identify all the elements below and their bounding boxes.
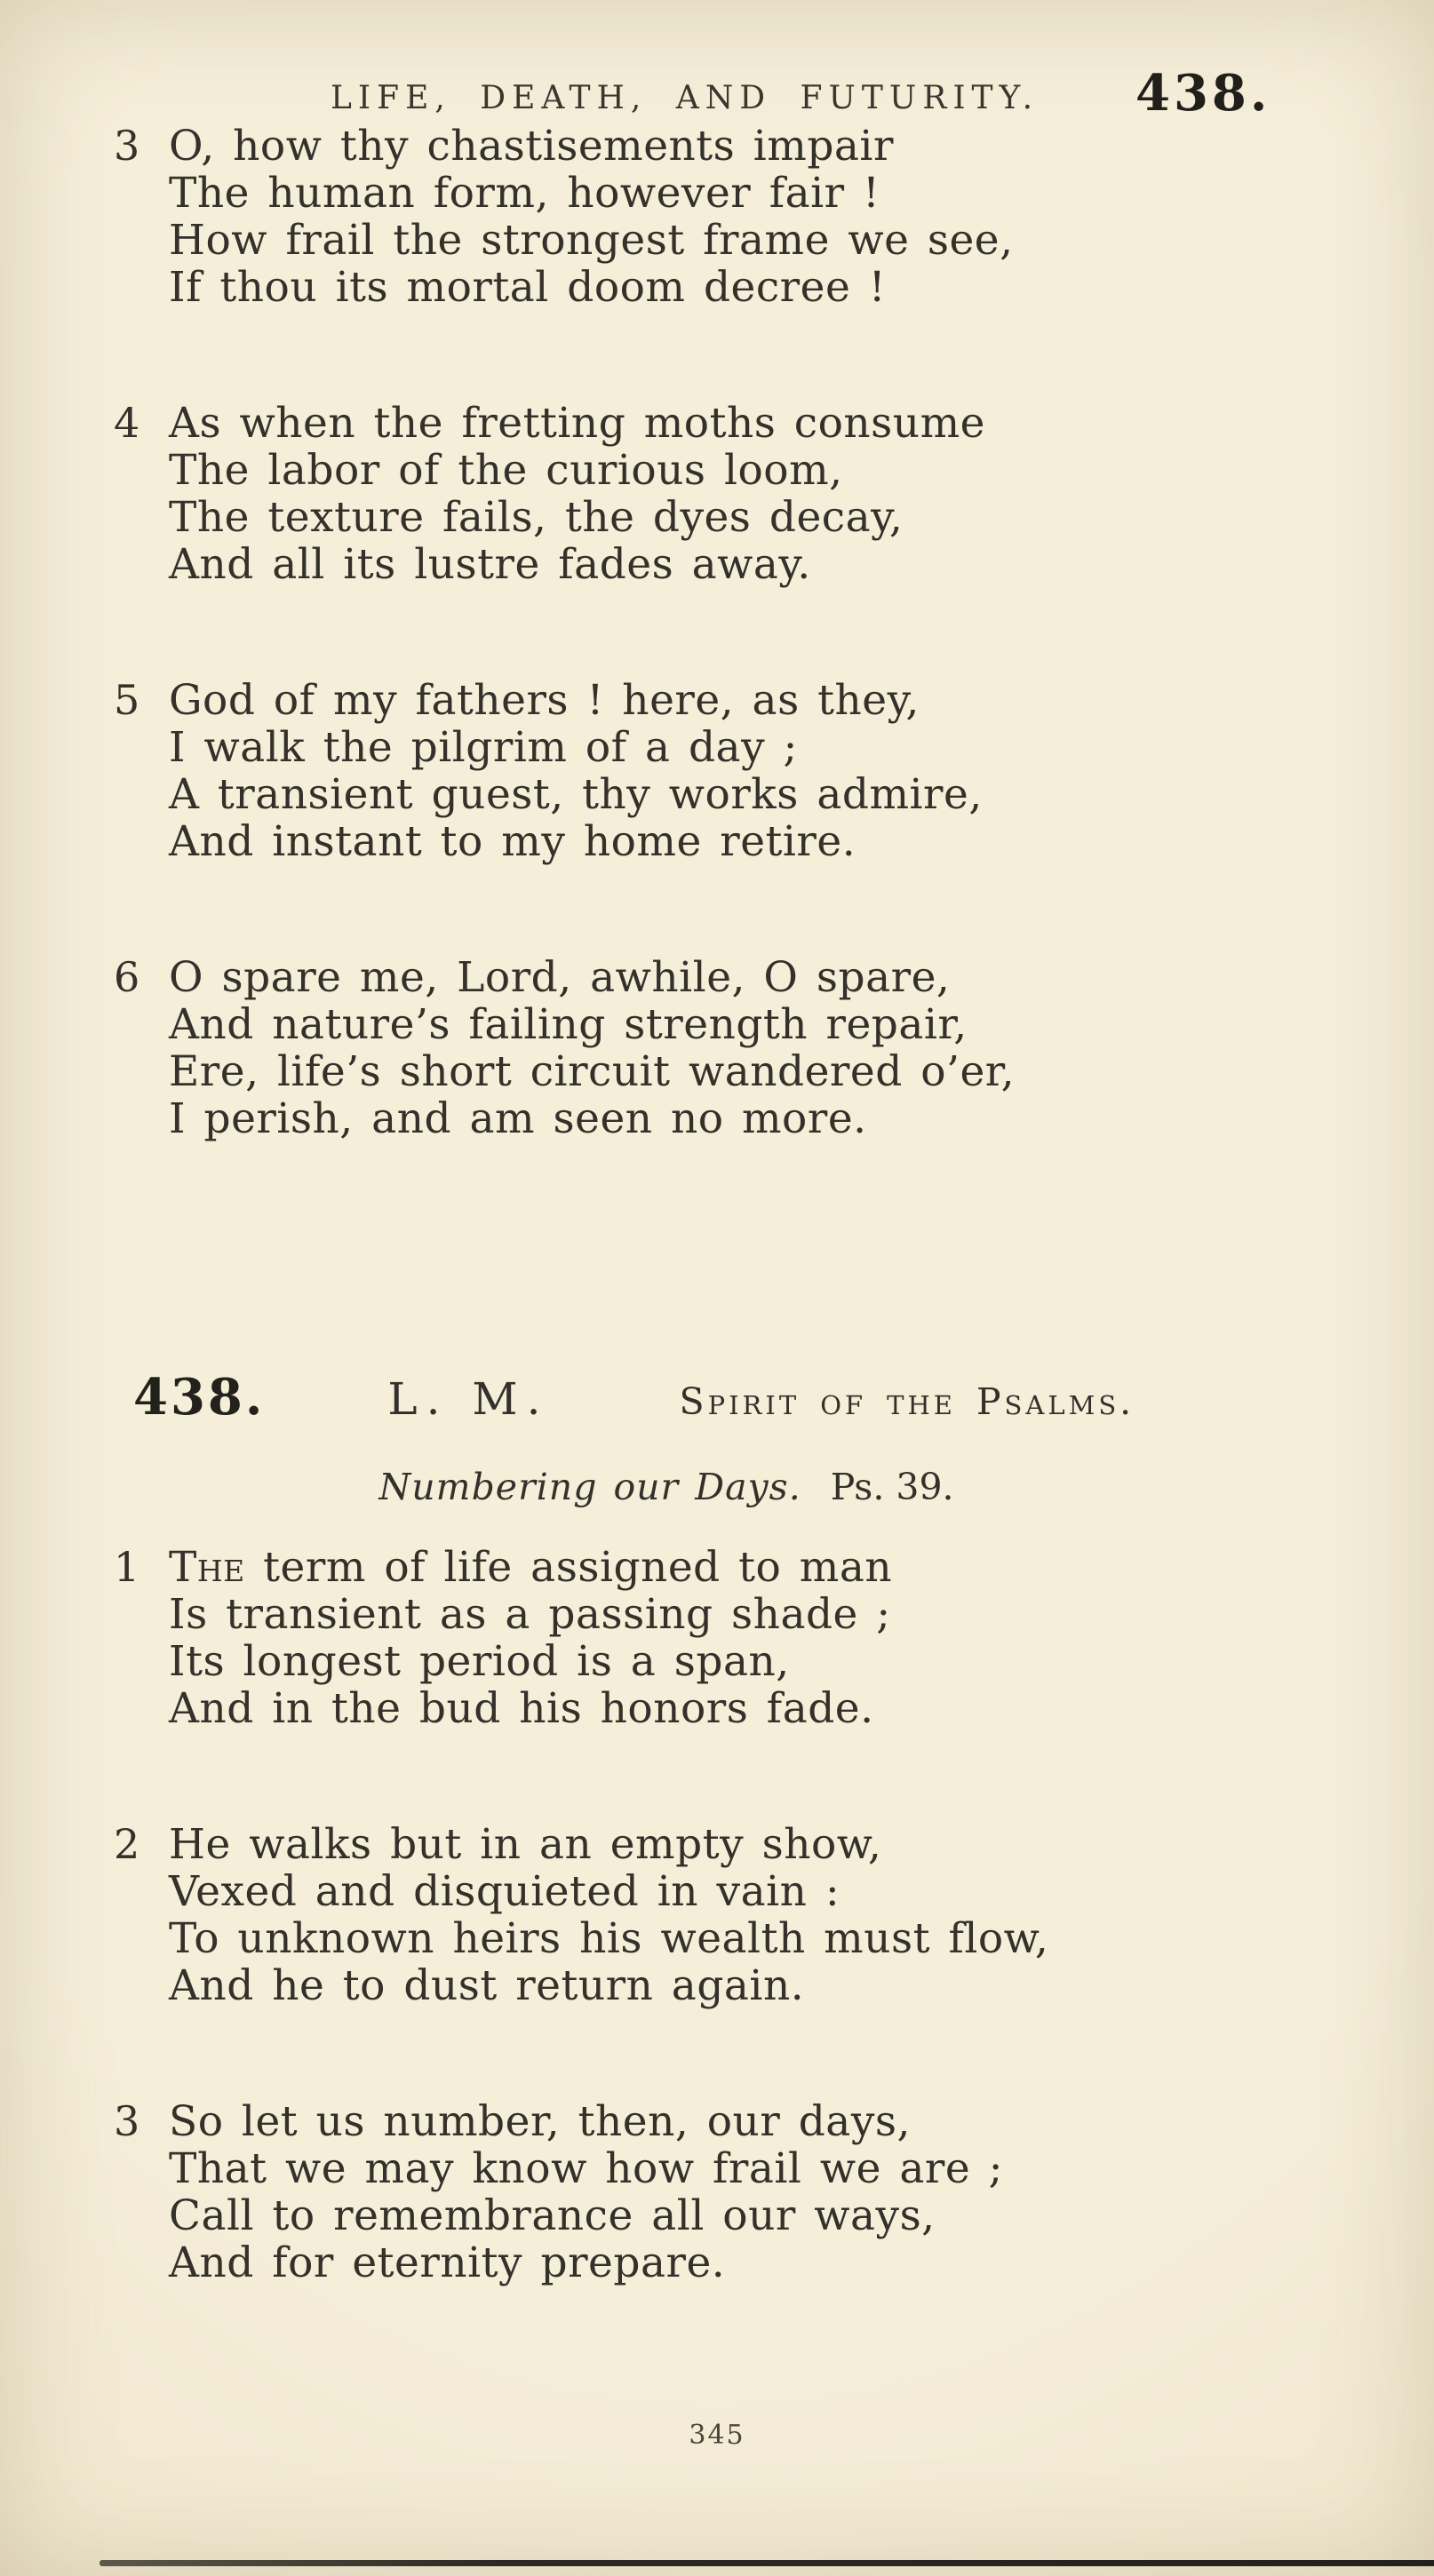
hymn-subtitle — [0, 1466, 1333, 1508]
verse-line: How frail the strongest frame we see, — [169, 216, 1014, 265]
running-header-title: LIFE, DEATH, AND FUTURITY. — [331, 80, 1040, 116]
verse-line: The texture fails, the dyes decay, — [169, 493, 904, 542]
verse-line: He walks but in an empty show, — [169, 1820, 882, 1869]
verse — [114, 954, 1015, 1142]
verse — [114, 1544, 1048, 1732]
running-header-hymn-number: 438. — [1135, 64, 1271, 123]
subtitle-italic: Numbering our Days. — [378, 1466, 801, 1508]
verse-lines — [169, 677, 983, 865]
hymn-body — [114, 1544, 1048, 2375]
verse-line: A transient guest, thy works admire, — [169, 770, 983, 819]
verse — [114, 2098, 1048, 2286]
verse-number: 5 — [114, 676, 140, 724]
verse-line: I walk the pilgrim of a day ; — [169, 723, 798, 772]
scan-artifact-line — [100, 2560, 1434, 2566]
verse-line: That we may know how frail we are ; — [169, 2144, 1003, 2193]
verse-line: Call to remembrance all our ways, — [169, 2191, 936, 2240]
verse-line: And all its lustre fades away. — [169, 540, 811, 589]
verse-line: To unknown heirs his wealth must flow, — [169, 1914, 1049, 1963]
verse-lead: The — [169, 1543, 245, 1592]
verse-number: 1 — [114, 1543, 140, 1591]
verse-line: If thou its mortal doom decree ! — [169, 263, 887, 312]
verse-number: 3 — [114, 2097, 140, 2145]
verse-number: 3 — [114, 122, 140, 170]
verse-line: O, how thy chastisements impair — [169, 122, 894, 171]
verse-line: So let us number, then, our days, — [169, 2097, 911, 2146]
verse-lines — [169, 954, 1015, 1142]
verse-line: The labor of the curious loom, — [169, 446, 843, 495]
verse-lines — [169, 1821, 1048, 2009]
verse-number: 4 — [114, 399, 140, 447]
verse-line — [169, 1544, 892, 1591]
hymn-continuation — [114, 123, 1015, 1231]
verse-line: And nature’s failing strength repair, — [169, 1000, 968, 1049]
verse-lines — [169, 400, 985, 588]
verse-lead-rest: term of life assigned to man — [244, 1543, 893, 1592]
hymn-meter: L. M. — [387, 1373, 550, 1425]
verse-line: Is transient as a passing shade ; — [169, 1590, 891, 1639]
verse — [114, 677, 1015, 865]
verse-line: Its longest period is a span, — [169, 1637, 790, 1686]
hymn-attribution: Spirit of the Psalms. — [679, 1380, 1135, 1423]
verse-line: O spare me, Lord, awhile, O spare, — [169, 953, 951, 1002]
verse-lines — [169, 2098, 1003, 2286]
page-number: 345 — [689, 2420, 745, 2451]
verse-line: God of my fathers ! here, as they, — [169, 676, 920, 725]
hymn-number: 438. — [133, 1368, 266, 1427]
verse — [114, 123, 1015, 311]
verse-lines — [169, 123, 1014, 311]
verse-line: Ere, life’s short circuit wandered o’er, — [169, 1047, 1016, 1096]
hymn-heading — [133, 1368, 1135, 1427]
verse-number: 2 — [114, 1820, 140, 1868]
verse-line: And in the bud his honors fade. — [169, 1684, 874, 1733]
verse-line: The human form, however fair ! — [169, 169, 880, 218]
verse — [114, 1821, 1048, 2009]
verse-line: And he to dust return again. — [169, 1961, 805, 2010]
scripture-ref: Ps. 39. — [830, 1466, 954, 1508]
verse-line: Vexed and disquieted in vain : — [169, 1867, 840, 1916]
verse-line: And instant to my home retire. — [169, 817, 856, 866]
verse-line: And for eternity prepare. — [169, 2238, 726, 2287]
verse-lines — [169, 1544, 892, 1732]
verse-number: 6 — [114, 953, 140, 1001]
verse-line: As when the fretting moths consume — [169, 399, 985, 448]
verse — [114, 400, 1015, 588]
verse-line: I perish, and am seen no more. — [169, 1094, 867, 1143]
